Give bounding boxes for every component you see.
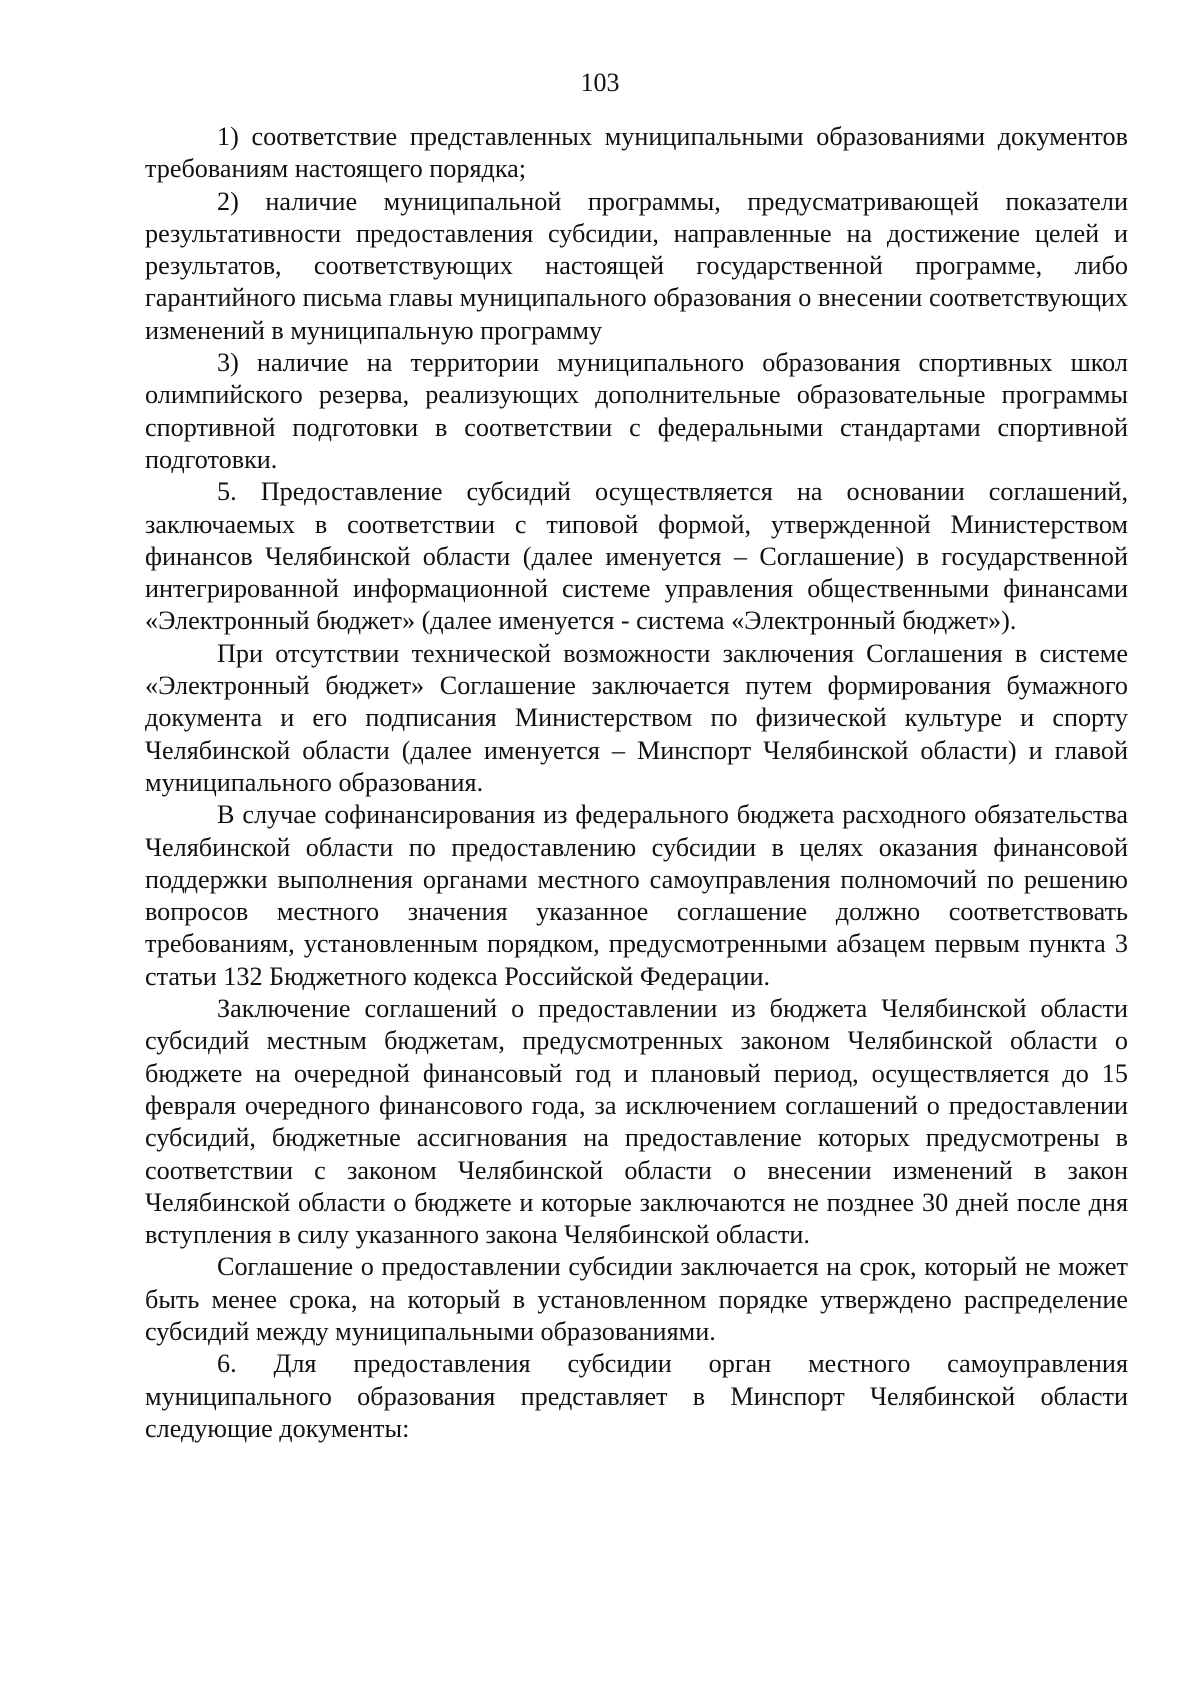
paragraph-item-1: 1) соответствие представленных муниципальными образованиями документов требованиям настоящего порядка;	[145, 122, 1128, 184]
page-number: 103	[580, 68, 620, 97]
paragraph-cofinancing: В случае софинансирования из федерального бюджета расходного обязательства Челябинской области по предоставлению субсидии в целях оказания финансовой поддержки выполнения органами местного самоуправления полномочий по решению вопросов местного значения указанное соглашение должно соответствовать требованиям, установленным порядком, предусмотренными абзацем первым пункта 3 статьи 132 Бюджетного кодекса Российской Федерации.	[145, 800, 1128, 991]
paragraph-item-2: 2) наличие муниципальной программы, предусматривающей показатели результативности предоставления субсидии, направленные на достижение целей и результатов, соответствующих настоящей государственной программе, либо гарантийного письма главы муниципального образования о внесении соответствующих изменений в муниципальную программу	[145, 186, 1128, 345]
paragraph-clause-6: 6. Для предоставления субсидии орган местного самоуправления муниципального образования представляет в Минспорт Челябинской области следующие документы:	[145, 1349, 1128, 1443]
paragraph-agreement-deadline: Заключение соглашений о предоставлении из бюджета Челябинской области субсидий местным бюджетам, предусмотренных законом Челябинской области о бюджете на очередной финансовый год и плановый период, осуществляется до 15 февраля очередного финансового года, за исключением соглашений о предоставлении субсидий, бюджетные ассигнования на предоставление которых предусмотрены в соответствии с законом Челябинской области о внесении изменений в закон Челябинской области о бюджете и которые заключаются не позднее 30 дней после дня вступления в силу указанного закона Челябинской области.	[145, 994, 1128, 1250]
paragraph-clause-5: 5. Предоставление субсидий осуществляется на основании соглашений, заключаемых в соответствии с типовой формой, утвержденной Министерством финансов Челябинской области (далее именуется – Соглашение) в государственной интегрированной информационной системе управления общественными финансами «Электронный бюджет» (далее именуется - система «Электронный бюджет»).	[145, 477, 1128, 636]
paragraph-item-3: 3) наличие на территории муниципального образования спортивных школ олимпийского резерва, реализующих дополнительные образовательные программы спортивной подготовки в соответствии с федеральными стандартами спортивной подготовки.	[145, 348, 1128, 474]
document-body	[145, 121, 1128, 1445]
paragraph-agreement-term: Соглашение о предоставлении субсидии заключается на срок, который не может быть менее срока, на который в установленном порядке утверждено распределение субсидий между муниципальными образованиями.	[145, 1252, 1128, 1346]
paragraph-no-technical-possibility: При отсутствии технической возможности заключения Соглашения в системе «Электронный бюджет» Соглашение заключается путем формирования бумажного документа и его подписания Министерством по физической культуре и спорту Челябинской области (далее именуется – Минспорт Челябинской области) и главой муниципального образования.	[145, 638, 1128, 797]
